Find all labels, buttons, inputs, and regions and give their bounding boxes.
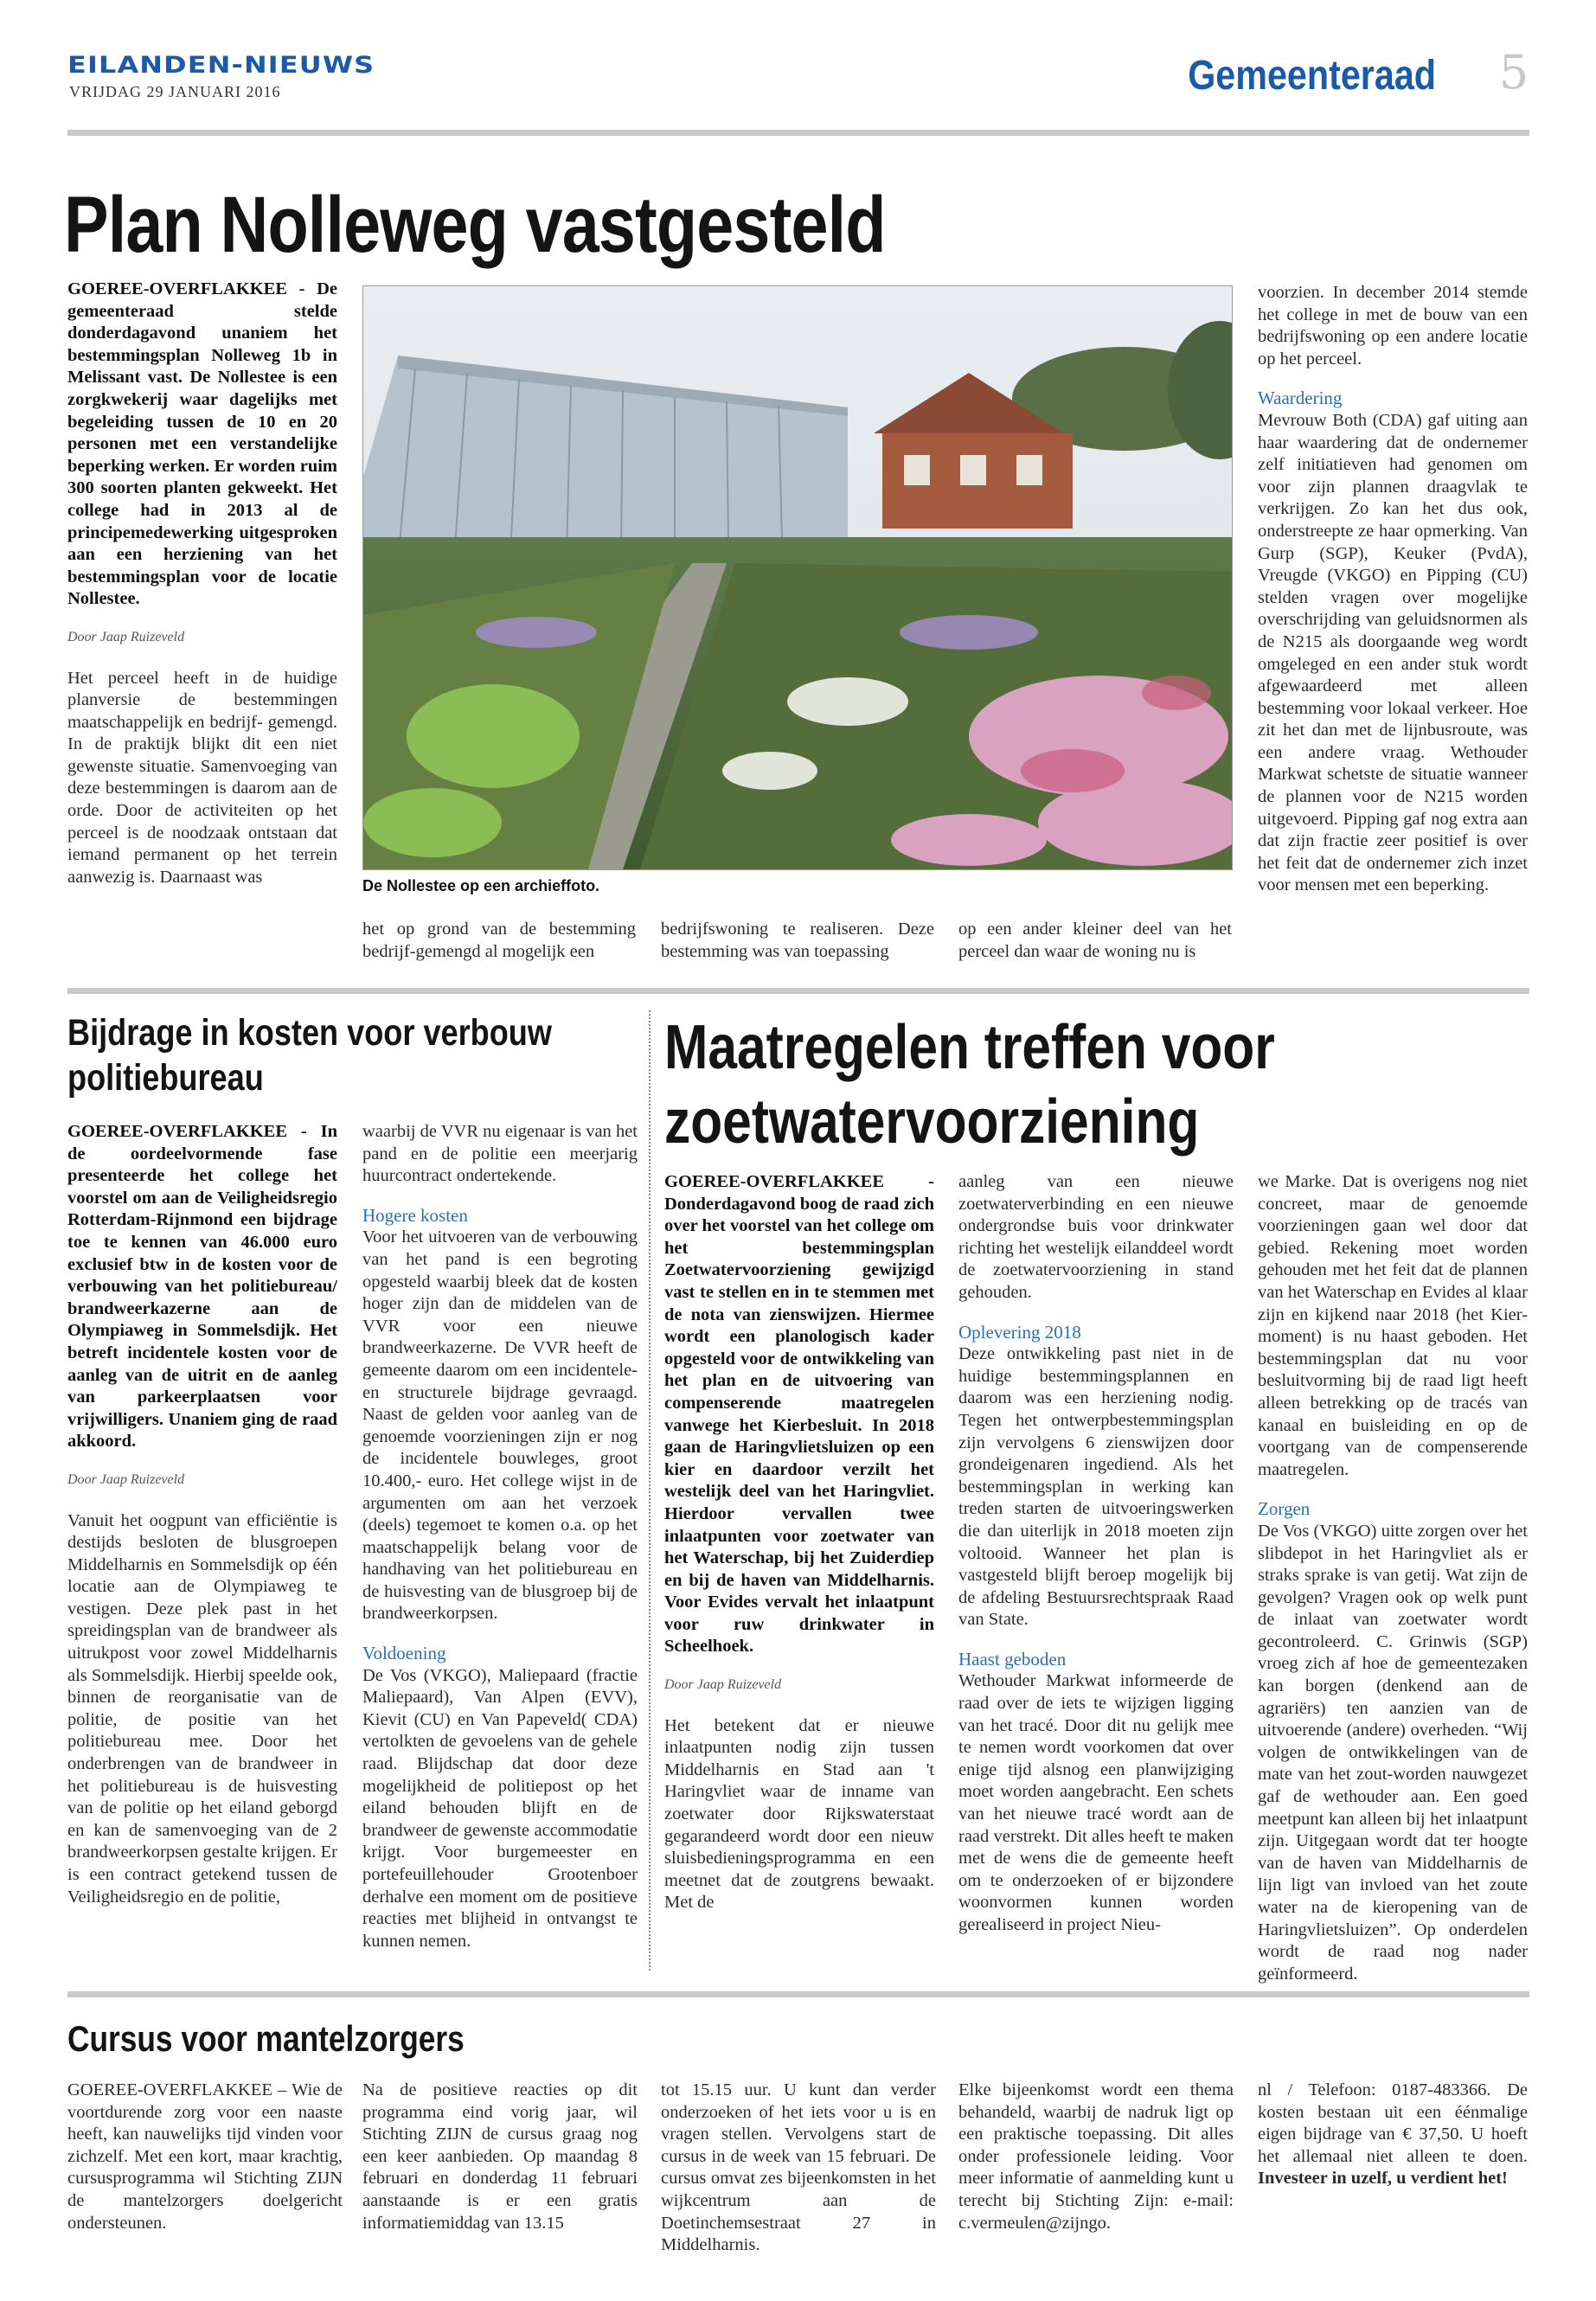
article1-byline: Door Jaap Ruizeveld — [67, 629, 185, 644]
article2-col2 — [362, 1121, 638, 1952]
article3-col2 — [958, 1171, 1234, 1937]
article3-byline: Door Jaap Ruizeveld — [664, 1677, 782, 1693]
article3-lead: GOEREE-OVERFLAKKEE - Donderdagavond boog de raad zich over het voorstel van het college om het bestemmingsplan Zoetwatervoorziening gewijzigd vast te stellen en in te stemmen met de nota van zienswijzen. Hiermee wordt een planologisch kader opgesteld voor de ontwikkeling van het plan en de uitvoering van compenserende maatregelen vanwege het Kierbesluit. In 2018 gaan de Haringvlietsluizen op een kier en daardoor verzilt het westelijk deel van het Haringvliet. Hierdoor vervallen twee inlaatpunten voor zoetwater van het Waterschap, bij het Zuiderdiep en bij de haven van Middelharnis. Voor Evides vervalt het inlaatpunt voor ruw drinkwater in Scheelhoek. — [664, 1172, 934, 1657]
article3-col3 — [1258, 1171, 1528, 1985]
article4-col3 — [661, 2080, 936, 2257]
article2-col2-text2: Voor het uitvoeren van de verbouwing van het pand is een begroting opgesteld waarbij bleek dat de kosten hoger zijn dan de middelen van de VVR voor een nieuwe brandweerkazerne. De VVR heeft de gemeente daarom om een incidentele- en structurele bijdrage gevraagd. Naast de gelden voor aanleg van de genoemde voorzieningen zijn er nog de incidentele bouwleges, groot 10.400,- euro. Het college wijst in de argumenten om aan het verzoek (deels) tegemoet te komen o.a. op het maatschappelijk belang voor de handhaving van het politiebureau en de huisvesting van de blusgroep bij de brandweerkorpsen. — [362, 1227, 638, 1624]
article2-col1-text: Vanuit het oogpunt van efficiëntie is destijds besloten de blusgroepen Middelharnis en Sommelsdijk op één locatie aan de Olympiaweg te vestigen. Deze plek past in het spreidingsplan van de brandweer als uitrukpost voor zowel Middelharnis als Sommelsdijk. Hierbij speelde ook, binnen de reorganisatie van de politie, de positie van het politiebureau mee. Door het onderbrengen van de brandweer in het politiebureau is de huisvesting van de politie op het eiland geborgd en kan de samenvoeging van de 2 brandweerkorpsen gestalte krijgen. Er is een contract getekend tussen de Veiligheidsregio en de politie, — [67, 1510, 338, 1907]
column-divider — [649, 1010, 651, 1971]
article1-subhead-waardering: Waardering — [1258, 388, 1343, 409]
article3-headline-line1: Maatregelen treffen voor — [664, 1013, 1275, 1082]
article3-headline-line2: zoetwatervoorziening — [664, 1087, 1200, 1157]
article3-headline — [664, 1010, 1275, 1159]
photo-caption: De Nollestee op een archieffoto. — [362, 877, 600, 894]
article1-col2 — [362, 919, 636, 963]
article4-col5-text — [1258, 2080, 1528, 2190]
article3-col1 — [664, 1171, 934, 1914]
article1-col3-text: bedrijfswoning te realiseren. Deze bestemming was van toepassing — [661, 920, 934, 961]
article4-col4 — [958, 2080, 1234, 2234]
article2-headline-line1: Bijdrage in kosten voor verbouw — [67, 1012, 552, 1054]
article3-col3-text1: we Marke. Dat is overigens nog niet concreet, maar de genoemde voorzieningen gaan wel door dat gebied. Rekening moet worden gehouden met het feit dat de plannen van het Waterschap en Evides al klaar zijn en kijkend naar 2018 (het Kier-moment) is nu haast geboden. Het bestemmingsplan dat nu voor besluitvorming bij de raad ligt heeft alleen betrekking op de tracés van kanaal en buisleiding en op de voortgang van de compenserende maatregelen. — [1258, 1172, 1528, 1479]
section-rule-2 — [67, 1991, 1529, 1997]
section-rule-1 — [67, 988, 1529, 994]
article3-col2-text2: Deze ontwikkeling past niet in de huidige bestemmingsplannen en daarom was een herziening nodig. Tegen het ontwerpbestemmingsplan zijn vervolgens 6 zienswijzen door grondeigenaren ingediend. Als het bestemmingsplan in werking kan treden starten de uitvoeringswerken die dan uiterlijk in 2018 moeten zijn voltooid. Wanneer het plan is vastgesteld blijft beroep mogelijk bij de afdeling Bestuursrechtspraak Raad van State. — [958, 1344, 1234, 1630]
article4-headline: Cursus voor mantelzorgers — [67, 2018, 465, 2059]
article3-subhead-oplevering: Oplevering 2018 — [958, 1321, 1081, 1343]
article2-col1 — [67, 1121, 337, 1908]
article3-col2-text1: aanleg van een nieuwe zoetwaterverbinding en een nieuwe ondergrondse buis voor drinkwater richting het westelijk eilanddeel wordt de zoetwatervoorziening in stand gehouden. — [958, 1172, 1234, 1302]
article1-col4 — [958, 919, 1232, 963]
section-title: Gemeenteraad — [1188, 53, 1436, 99]
article2-lead: GOEREE-OVERFLAKKEE - In de oordeelvormende fase presenteerde het college het voorstel om aan de Veiligheidsregio Rotterdam-Rijnmond een bijdrage toe te kennen van 46.000 euro exclusief btw in de kosten voor de verbouwing van het politiebureau/ brandweerkazerne aan de Olympiaweg in Sommelsdijk. Het betreft incidentele kosten voor de aanleg van de uitrit en de aanleg van parkeerplaatsen voor vrijwilligers. Unaniem ging de raad akkoord. — [67, 1122, 337, 1452]
article2-subhead-kosten: Hogere kosten — [362, 1204, 468, 1226]
article4-col1 — [67, 2080, 343, 2234]
article4-col2 — [362, 2080, 638, 2234]
nursery-photo-image — [363, 286, 1232, 869]
article3-col3-text2: De Vos (VKGO) uitte zorgen over het slibdepot in het Haringvliet als er straks sprake is van getij. Wat zijn de gevolgen? Vragen ook op welk punt de inlaat van zoetwater wordt gecontroleerd. C. Grinwis (SGP) vroeg zich af hoe de gemeentezaken kan borgen (denkend aan de agrariërs) ten aanzien van de uitvoerende (andere) overheden. “Wij volgen de ontwikkelingen van de mate van het zout-worden nauwgezet gaf de wethouder aan. Een goed meetpunt kan alleen bij het inlaatpunt zijn. Uitgegaan wordt dat ter hoogte van de haven van Middelharnis de lijn ligt van invloed van het zoute water na de kieropening van de Haringvlietsluizen”. Op onderdelen wordt de raad nog nader geïnformeerd. — [1258, 1521, 1528, 1984]
article1-col1-text: Het perceel heeft in de huidige planversie de bestemmingen maatschappelijk en bedrijf- gemengd. In de praktijk blijkt dit een niet gewenste situatie. Samenvoeging van deze bestemmingen is daarom aan de orde. Door de activiteiten op het perceel is de noodzaak ontstaan dat iemand permanent op het terrein aanwezig is. Daarnaast was — [67, 668, 337, 887]
article3-col2-text3: Wethouder Markwat informeerde de raad over de iets te wijzigen ligging van het tracé. Door dit nu gelijk mee te nemen wordt voorkomen dat over enige tijd alsnog een planwijziging moet worden aangebracht. Een schets van het nieuwe tracé wordt aan de raad verstrekt. Dit alles heeft te maken met de wens die de gemeente heeft om te onderzoeken of er bijzondere woonvormen kunnen worden gerealiseerd in project Nieu- — [958, 1671, 1234, 1934]
article3-col1-text: Het betekent dat er nieuwe inlaatpunten nodig zijn tussen Middelharnis en Stad aan 't Haringvliet waar de inname van zoetwater door Rijkswaterstaat gegarandeerd wordt door een nieuw sluisbedieningsprogramma en een meetnet dat de zoutgrens bewaakt. Met de — [664, 1715, 934, 1913]
nursery-photo — [362, 285, 1233, 870]
article3-subhead-zorgen: Zorgen — [1258, 1498, 1311, 1520]
article1-col5 — [1258, 282, 1528, 897]
header-rule — [67, 130, 1529, 136]
article4-col3-text: tot 15.15 uur. U kunt dan verder onderzoeken of het iets voor u is en vragen stellen. Vervolgens start de cursus in de week van 15 februari. De cursus omvat zes bijeenkomsten in het wijkcentrum aan de Doetinchemsestraat 27 in Middelharnis. — [661, 2080, 936, 2255]
article4-col2-text: Na de positieve reacties op dit programma eind vorig jaar, wil Stichting ZIJN de cursus graag nog een keer aanbieden. Op maandag 8 februari en donderdag 11 februari aanstaande is er een gratis informatiemiddag van 13.15 — [362, 2080, 638, 2233]
article1-col5-text1: voorzien. In december 2014 stemde het college in met de bouw van een bedrijfswoning op een andere locatie op het perceel. — [1258, 283, 1528, 369]
article1-col5-text2: Mevrouw Both (CDA) gaf uiting aan haar waardering dat de ondernemer zelf initiatieven had genomen om voor zijn plannen draagvlak te verkrijgen. Zo kan het dus ook, onderstreepte ze haar opmerking. Van Gurp (SGP), Keuker (PvdA), Vreugde (VKGO) en Pipping (CU) stelden vragen over mogelijke overschrijding van geluidsnormen als de N215 als doorgaande weg wordt omgeleged en een ander stuk wordt afgewaardeerd met alleen bestemming voor lokaal verkeer. Hoe zit het dan met de lijnbusroute, was een andere vraag. Wethouder Markwat schetste de situatie wanneer de plannen voor de N215 worden uitgevoerd. Pipping gaf nog extra aan dat zijn fractie zeer positief is over het feit dat de ondernemer zich inzet voor mensen met een beperking. — [1258, 410, 1528, 895]
article1-headline: Plan Nolleweg vastgesteld — [64, 181, 886, 269]
article4-col5-text-b: Investeer in uzelf, u verdient het! — [1258, 2169, 1508, 2189]
issue-date: VRIJDAG 29 JANUARI 2016 — [69, 83, 281, 100]
article2-headline-line2: politiebureau — [67, 1057, 264, 1099]
article1-col3 — [661, 919, 934, 963]
article1-col1 — [67, 279, 337, 888]
article2-headline — [67, 1010, 552, 1100]
article2-col2-text1: waarbij de VVR nu eigenaar is van het pand en de politie een meerjarig huurcontract ondertekende. — [362, 1122, 638, 1186]
article2-subhead-voldoening: Voldoening — [362, 1643, 446, 1664]
article2-col2-text3: De Vos (VKGO), Maliepaard (fractie Maliepaard), Van Alpen (EVV), Kievit (CU) en Van Papeveld( CDA) vertolkten de gevoelens van de gehele raad. Blijdschap dat door deze mogelijkheid de politiepost op het eiland behouden blijft en de brandweer de gewenste accommodatie krijgt. Voor burgemeester en portefeuillehouder Grootenboer derhalve een moment om de positieve reacties met blijheid in ontvangst te kunnen nemen. — [362, 1665, 638, 1951]
article3-subhead-haast: Haast geboden — [958, 1648, 1067, 1670]
article4-col1-text: GOEREE-OVERFLAKKEE – Wie de voortdurende zorg voor een naaste heeft, kan nauwelijks tijd vinden voor zichzelf. Met een kort, maar krachtig, cursusprogramma wil Stichting ZIJN de mantelzorgers doelgericht ondersteunen. — [67, 2080, 343, 2233]
article1-lead: GOEREE-OVERFLAKKEE - De gemeenteraad stelde donderdagavond unaniem het bestemmingsplan Nolleweg 1b in Melissant vast. De Nollestee is een zorgkwekerij waar dagelijks met begeleiding tussen de 10 en 20 personen met een verstandelijke beperking werken. Er worden ruim 300 soorten planten gekweekt. Het college had in 2013 al de principemedewerking uitgesproken aan een herziening van het bestemmingsplan voor de locatie Nollestee. — [67, 279, 337, 609]
article4-col5 — [1258, 2080, 1528, 2190]
article2-byline: Door Jaap Ruizeveld — [67, 1471, 185, 1487]
newspaper-logo: EILANDEN-NIEUWS — [67, 52, 375, 79]
page-number: 5 — [1498, 45, 1529, 99]
article4-col5-text-a: nl / Telefoon: 0187-483366. De kosten bestaan uit een éénmalige eigen bijdrage van € 37,50. U hoeft het allemaal niet alleen te doen. — [1258, 2080, 1528, 2166]
article4-col4-text: Elke bijeenkomst wordt een thema behandeld, waarbij de nadruk ligt op een praktische toepassing. Dit alles onder professionele leiding. Voor meer informatie of aanmelding kunt u terecht bij Stichting Zijn: e-mail: c.vermeulen@zijngo. — [958, 2080, 1234, 2233]
article1-col4-text: op een ander kleiner deel van het perceel dan waar de woning nu is — [958, 920, 1232, 961]
article1-col2-text: het op grond van de bestemming bedrijf-gemengd al mogelijk een — [362, 920, 636, 961]
